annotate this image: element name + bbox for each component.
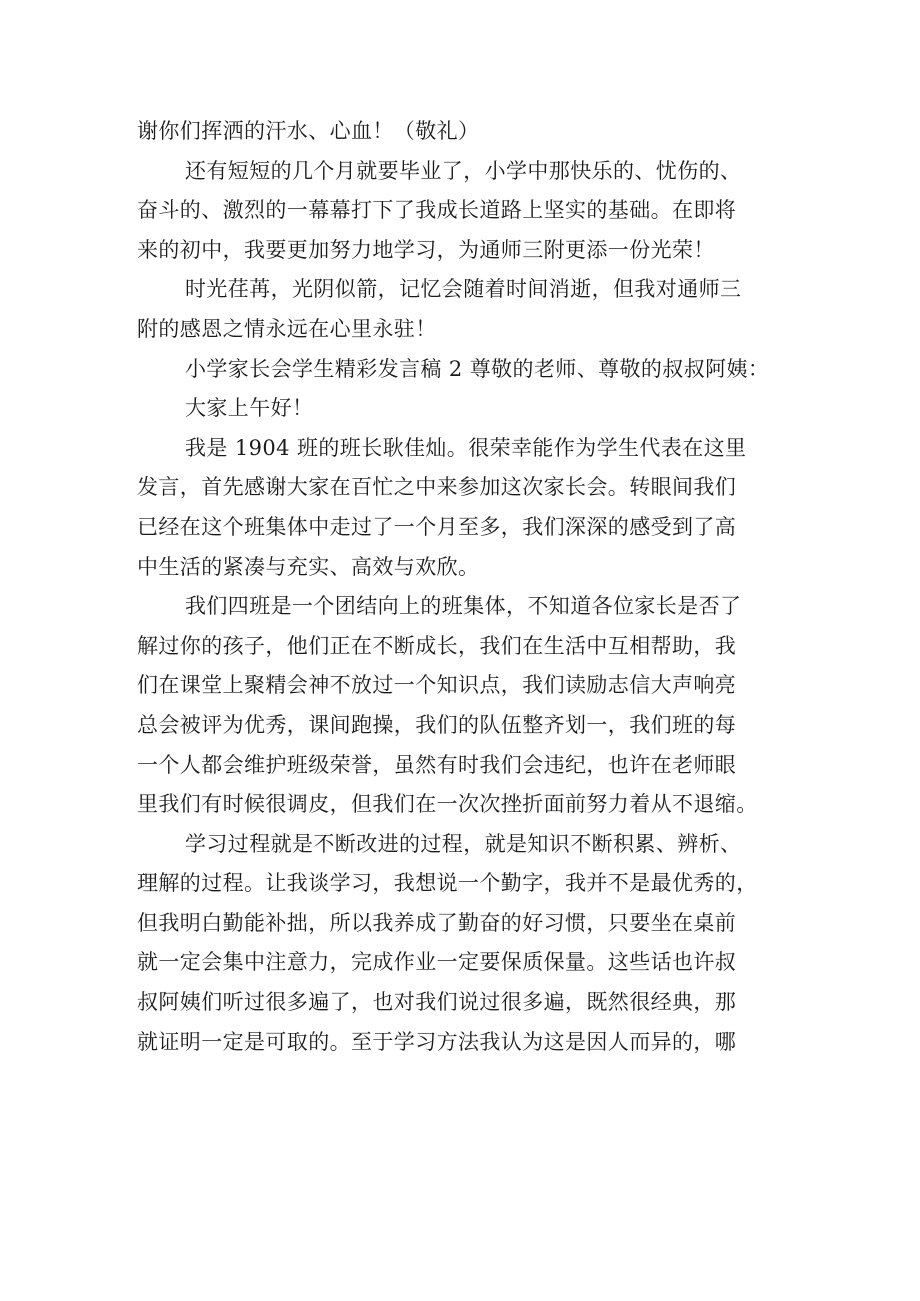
text-line: 发言，首先感谢大家在百忙之中来参加这次家长会。转眼间我们	[137, 475, 737, 500]
document-body	[137, 112, 797, 1062]
text-line: 中生活的紧凑与充实、高效与欢欣。	[137, 554, 480, 579]
text-line: 我是 1904 班的班长耿佳灿。很荣幸能作为学生代表在这里	[185, 435, 747, 460]
text-line: 们在课堂上聚精会神不放过一个知识点，我们读励志信大声响亮	[137, 673, 737, 698]
text-line: 就一定会集中注意力，完成作业一定要保质保量。这些话也许叔	[137, 950, 737, 975]
text-line: 但我明白勤能补拙，所以我养成了勤奋的好习惯，只要坐在桌前	[137, 910, 737, 935]
text-line: 还有短短的几个月就要毕业了，小学中那快乐的、忧伤的、	[185, 158, 742, 183]
text-line: 解过你的孩子，他们正在不断成长，我们在生活中互相帮助，我	[137, 633, 737, 658]
text-line: 里我们有时候很调皮，但我们在一次次挫折面前努力着从不退缩。	[137, 792, 758, 817]
text-line: 奋斗的、激烈的一幕幕打下了我成长道路上坚实的基础。在即将	[137, 198, 737, 223]
text-line: 大家上午好！	[185, 396, 314, 421]
text-line: 时光荏苒，光阴似箭，记忆会随着时间消逝，但我对通师三	[185, 277, 742, 302]
text-line: 附的感恩之情永远在心里永驻！	[137, 316, 437, 341]
text-line: 已经在这个班集体中走过了一个月至多，我们深深的感受到了高	[137, 514, 737, 539]
text-line: 一个人都会维护班级荣誉，虽然有时我们会违纪，也许在老师眼	[137, 752, 737, 777]
text-line: 小学家长会学生精彩发言稿 2 尊敬的老师、尊敬的叔叔阿姨：	[185, 356, 770, 381]
text-line: 来的初中，我要更加努力地学习，为通师三附更添一份光荣！	[137, 237, 715, 262]
text-line: 谢你们挥洒的汗水、心血！（敬礼）	[137, 119, 480, 143]
text-line: 学习过程就是不断改进的过程，就是知识不断积累、辨析、	[185, 831, 742, 856]
text-line: 就证明一定是可取的。至于学习方法我认为这是因人而异的，哪	[137, 1029, 737, 1054]
text-line: 理解的过程。让我谈学习，我想说一个勤字，我并不是最优秀的，	[137, 871, 758, 896]
text-line: 总会被评为优秀，课间跑操，我们的队伍整齐划一，我们班的每	[137, 712, 737, 737]
text-line: 叔阿姨们听过很多遍了，也对我们说过很多遍，既然很经典，那	[137, 990, 737, 1015]
text-line: 我们四班是一个团结向上的班集体，不知道各位家长是否了	[185, 594, 742, 619]
